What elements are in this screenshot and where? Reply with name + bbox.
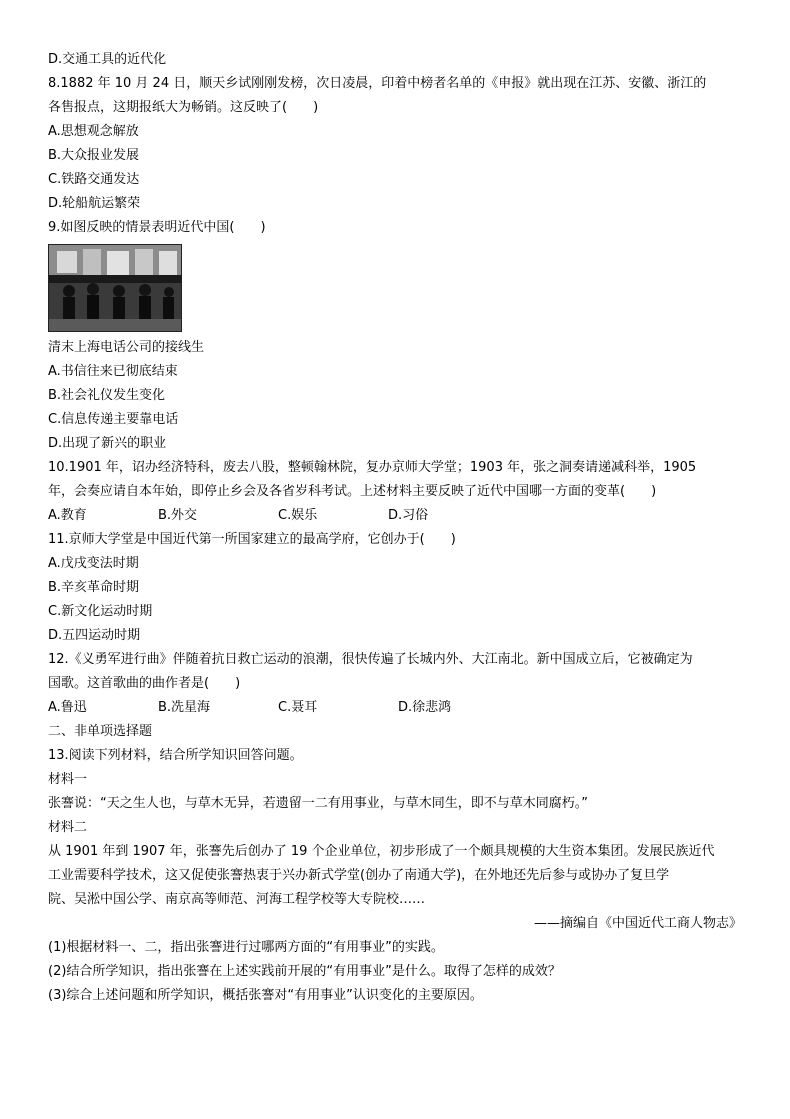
q10-stem-line1: 10.1901 年，诏办经济特科，废去八股，整顿翰林院，复办京师大学堂；1903 年，张之洞奏请递减科举，1905 <box>48 460 697 475</box>
q12-option-b: B.冼星海 <box>158 700 211 715</box>
q13-sub3: (3)综合上述问题和所学知识，概括张謇对“有用事业”认识变化的主要原因。 <box>48 988 483 1003</box>
q12-stem-line2: 国歌。这首歌曲的曲作者是( ) <box>48 676 241 691</box>
q11-option-b: B.辛亥革命时期 <box>48 580 140 595</box>
q12-option-a: A.鲁迅 <box>48 700 87 715</box>
q10-option-b: B.外交 <box>158 508 198 523</box>
section-title: 二、非单项选择题 <box>48 724 153 739</box>
q8-option-a: A.思想观念解放 <box>48 124 139 139</box>
q13-source: ——摘编自《中国近代工商人物志》 <box>533 916 742 931</box>
q8-stem-line2: 各售报点，这期报纸大为畅销。这反映了( ) <box>48 100 319 115</box>
q11-option-a: A.戊戌变法时期 <box>48 556 139 571</box>
q12-options <box>48 696 748 720</box>
q13-sub2: (2)结合所学知识，指出张謇在上述实践前开展的“有用事业”是什么。取得了怎样的成效？ <box>48 964 561 979</box>
q12-stem-line1: 12.《义勇军进行曲》伴随着抗日救亡运动的浪潮，很快传遍了长城内外、大江南北。新中国成立后，它被确定为 <box>48 652 693 667</box>
q9-photo-caption: 清末上海电话公司的接线生 <box>48 340 205 355</box>
q11-stem: 11.京师大学堂是中国近代第一所国家建立的最高学府，它创办于( ) <box>48 532 456 547</box>
q7-option-d: D.交通工具的近代化 <box>48 52 167 67</box>
q11-option-d: D.五四运动时期 <box>48 628 141 643</box>
q8-option-b: B.大众报业发展 <box>48 148 140 163</box>
q8-stem-line1: 8.1882 年 10 月 24 日，顺天乡试刚刚发榜，次日凌晨，印着中榜者名单的《申报》就出现在江苏、安徽、浙江的 <box>48 76 707 91</box>
q9-option-c: C.信息传递主要靠电话 <box>48 412 179 427</box>
q9-option-b: B.社会礼仪发生变化 <box>48 388 166 403</box>
q8-option-d: D.轮船航运繁荣 <box>48 196 141 211</box>
q12-option-d: D.徐悲鸿 <box>398 700 452 715</box>
q10-option-c: C.娱乐 <box>278 508 318 523</box>
q10-option-a: A.教育 <box>48 508 87 523</box>
question-list <box>48 48 748 1008</box>
q9-option-d: D.出现了新兴的职业 <box>48 436 167 451</box>
q13-material2-label: 材料二 <box>48 820 88 835</box>
q11-option-c: C.新文化运动时期 <box>48 604 153 619</box>
q13-material2-line1: 从 1901 年到 1907 年，张謇先后创办了 19 个企业单位，初步形成了一个颇具规模的大生资本集团。发展民族近代 <box>48 844 715 859</box>
q13-material1-label: 材料一 <box>48 772 88 787</box>
q13-sub1: (1)根据材料一、二，指出张謇进行过哪两方面的“有用事业”的实践。 <box>48 940 444 955</box>
q10-option-d: D.习俗 <box>388 508 429 523</box>
q9-stem: 9.如图反映的情景表明近代中国( ) <box>48 220 266 235</box>
telephone-operators-photo <box>48 244 182 332</box>
q13-material2-line2: 工业需要科学技术，这又促使张謇热衷于兴办新式学堂(创办了南通大学)，在外地还先后参与或协办了复旦学 <box>48 868 670 883</box>
q13-stem: 13.阅读下列材料，结合所学知识回答问题。 <box>48 748 303 763</box>
q8-option-c: C.铁路交通发达 <box>48 172 140 187</box>
q10-stem-line2: 年，会奏应请自本年始，即停止乡会及各省岁科考试。上述材料主要反映了近代中国哪一方面的变革( ) <box>48 484 657 499</box>
q13-material2-line3: 院、吴淞中国公学、南京高等师范、河海工程学校等大专院校…… <box>48 892 426 907</box>
q13-material1-text: 张謇说：“天之生人也，与草木无异，若遗留一二有用事业，与草木同生，即不与草木同腐朽。” <box>48 796 588 811</box>
q9-option-a: A.书信往来已彻底结束 <box>48 364 178 379</box>
q10-options <box>48 504 748 528</box>
q12-option-c: C.聂耳 <box>278 700 318 715</box>
